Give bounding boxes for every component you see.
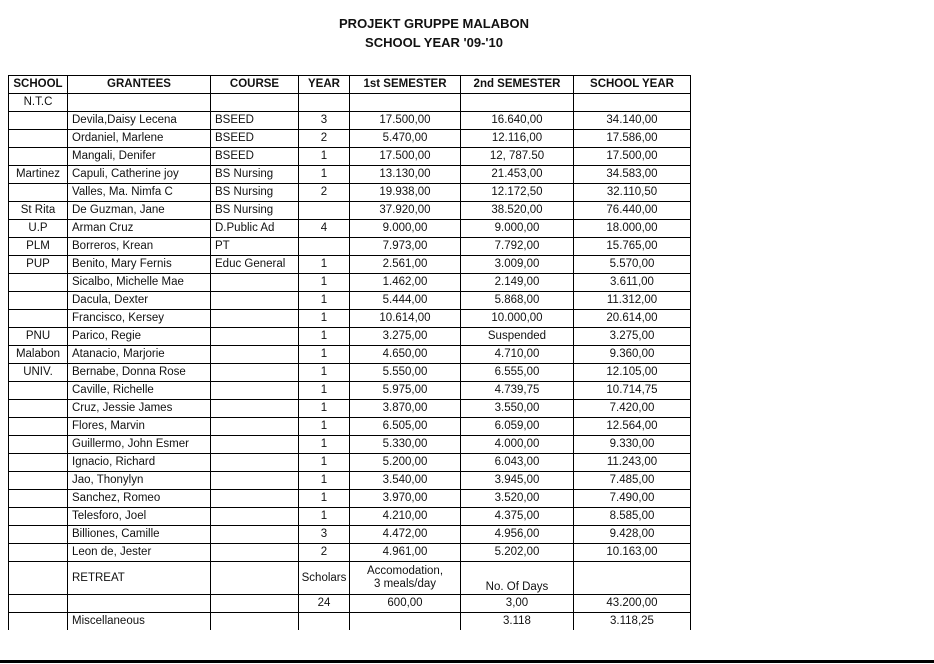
second-semester-amount: 7.792,00 — [461, 238, 574, 256]
school-cell — [9, 310, 68, 328]
document-subtitle: SCHOOL YEAR '09-'10 — [365, 35, 503, 50]
header-1st-semester: 1st SEMESTER — [350, 76, 461, 94]
retreat-days-value: 3,00 — [461, 595, 574, 613]
second-semester-amount: 3.520,00 — [461, 490, 574, 508]
school-cell — [9, 400, 68, 418]
course-cell — [211, 346, 299, 364]
second-semester-amount: 2.149,00 — [461, 274, 574, 292]
first-semester-amount: 7.973,00 — [350, 238, 461, 256]
header-year: YEAR — [299, 76, 350, 94]
table-row — [9, 382, 691, 400]
school-year-total: 9.330,00 — [574, 436, 691, 454]
school-year-total: 9.428,00 — [574, 526, 691, 544]
table-row — [9, 166, 691, 184]
first-semester-amount: 5.470,00 — [350, 130, 461, 148]
course-cell — [211, 400, 299, 418]
school-cell — [9, 544, 68, 562]
table-row — [9, 454, 691, 472]
year-cell: 1 — [299, 454, 350, 472]
second-semester-amount: 38.520,00 — [461, 202, 574, 220]
first-semester-amount: 4.472,00 — [350, 526, 461, 544]
first-semester-amount: 4.961,00 — [350, 544, 461, 562]
second-semester-amount: 3.945,00 — [461, 472, 574, 490]
school-cell — [9, 274, 68, 292]
school-year-total: 17.500,00 — [574, 148, 691, 166]
retreat-accommodation-value: 600,00 — [350, 595, 461, 613]
second-semester-amount: 6.059,00 — [461, 418, 574, 436]
table-row — [9, 328, 691, 346]
school-cell: PLM — [9, 238, 68, 256]
course-cell — [211, 382, 299, 400]
retreat-days-label: No. Of Days — [461, 562, 574, 595]
first-semester-amount: 5.975,00 — [350, 382, 461, 400]
retreat-label-row — [9, 562, 691, 595]
page-bottom-rule — [0, 660, 934, 663]
second-semester-amount: 9.000,00 — [461, 220, 574, 238]
document-title: PROJEKT GRUPPE MALABON — [339, 16, 529, 31]
second-semester-amount: 4.956,00 — [461, 526, 574, 544]
second-semester-amount: 16.640,00 — [461, 112, 574, 130]
grantee-name: Valles, Ma. Nimfa C — [68, 184, 211, 202]
empty-cell — [211, 595, 299, 613]
course-cell — [211, 454, 299, 472]
second-semester-amount: 6.555,00 — [461, 364, 574, 382]
second-semester-amount: 10.000,00 — [461, 310, 574, 328]
first-semester-amount: 1.462,00 — [350, 274, 461, 292]
course-cell: BS Nursing — [211, 184, 299, 202]
grantee-name: Ordaniel, Marlene — [68, 130, 211, 148]
school-year-total: 9.360,00 — [574, 346, 691, 364]
school-cell — [9, 112, 68, 130]
school-cell — [9, 148, 68, 166]
first-semester-amount: 9.000,00 — [350, 220, 461, 238]
second-semester-amount: 6.043,00 — [461, 454, 574, 472]
retreat-school-cell — [9, 562, 68, 595]
grantee-name: Caville, Richelle — [68, 382, 211, 400]
grantee-name: Arman Cruz — [68, 220, 211, 238]
empty-cell — [9, 613, 68, 631]
year-cell: 1 — [299, 346, 350, 364]
school-cell — [9, 130, 68, 148]
misc-sem2-value: 3.118 — [461, 613, 574, 631]
table-row — [9, 508, 691, 526]
retreat-total-cell — [574, 562, 691, 595]
retreat-scholars-value: 24 — [299, 595, 350, 613]
course-cell — [211, 544, 299, 562]
course-cell — [211, 328, 299, 346]
course-cell — [211, 274, 299, 292]
header-course: COURSE — [211, 76, 299, 94]
school-year-total: 12.105,00 — [574, 364, 691, 382]
school-year-total: 3.275,00 — [574, 328, 691, 346]
school-year-total: 7.490,00 — [574, 490, 691, 508]
school-year-total: 7.485,00 — [574, 472, 691, 490]
course-cell: D.Public Ad — [211, 220, 299, 238]
school-year-total: 17.586,00 — [574, 130, 691, 148]
school-cell: N.T.C — [9, 94, 68, 112]
year-cell: 2 — [299, 184, 350, 202]
table-row — [9, 184, 691, 202]
school-year-total: 18.000,00 — [574, 220, 691, 238]
grantee-name: Cruz, Jessie James — [68, 400, 211, 418]
grantee-name: Atanacio, Marjorie — [68, 346, 211, 364]
table-row — [9, 436, 691, 454]
school-year-total: 20.614,00 — [574, 310, 691, 328]
year-cell: 1 — [299, 328, 350, 346]
grantee-name: Francisco, Kersey — [68, 310, 211, 328]
school-year-total — [574, 94, 691, 112]
table-row — [9, 310, 691, 328]
course-cell — [211, 436, 299, 454]
first-semester-amount: 5.444,00 — [350, 292, 461, 310]
school-year-total: 8.585,00 — [574, 508, 691, 526]
course-cell: BSEED — [211, 112, 299, 130]
year-cell: 1 — [299, 310, 350, 328]
grantees-table — [8, 75, 691, 630]
school-cell — [9, 292, 68, 310]
school-year-total: 5.570,00 — [574, 256, 691, 274]
course-cell — [211, 526, 299, 544]
misc-total-value: 3.118,25 — [574, 613, 691, 631]
year-cell: 1 — [299, 490, 350, 508]
table-row — [9, 292, 691, 310]
grantee-name: De Guzman, Jane — [68, 202, 211, 220]
year-cell: 1 — [299, 292, 350, 310]
course-cell — [211, 292, 299, 310]
first-semester-amount: 2.561,00 — [350, 256, 461, 274]
table-row — [9, 526, 691, 544]
misc-row — [9, 613, 691, 631]
course-cell — [211, 310, 299, 328]
second-semester-amount: Suspended — [461, 328, 574, 346]
school-cell — [9, 526, 68, 544]
table-row — [9, 148, 691, 166]
header-school-year: SCHOOL YEAR — [574, 76, 691, 94]
year-cell: 1 — [299, 274, 350, 292]
second-semester-amount — [461, 94, 574, 112]
second-semester-amount: 4.000,00 — [461, 436, 574, 454]
school-year-total: 3.611,00 — [574, 274, 691, 292]
empty-cell — [211, 613, 299, 631]
misc-label: Miscellaneous — [68, 613, 211, 631]
year-cell: 1 — [299, 472, 350, 490]
school-cell: PNU — [9, 328, 68, 346]
first-semester-amount: 10.614,00 — [350, 310, 461, 328]
empty-cell — [350, 613, 461, 631]
second-semester-amount: 4.710,00 — [461, 346, 574, 364]
school-cell — [9, 508, 68, 526]
accommodation-label-line2: 3 meals/day — [373, 578, 436, 590]
retreat-scholars-label: Scholars — [299, 562, 350, 595]
first-semester-amount: 5.200,00 — [350, 454, 461, 472]
table-row — [9, 472, 691, 490]
grantee-name: Billiones, Camille — [68, 526, 211, 544]
school-year-total: 32.110,50 — [574, 184, 691, 202]
school-cell: Malabon — [9, 346, 68, 364]
school-year-total: 7.420,00 — [574, 400, 691, 418]
school-year-total: 11.243,00 — [574, 454, 691, 472]
table-row — [9, 202, 691, 220]
second-semester-amount: 3.550,00 — [461, 400, 574, 418]
grantee-name: Telesforo, Joel — [68, 508, 211, 526]
school-year-total: 11.312,00 — [574, 292, 691, 310]
grantee-name: Devila,Daisy Lecena — [68, 112, 211, 130]
second-semester-amount: 21.453,00 — [461, 166, 574, 184]
retreat-values-row — [9, 595, 691, 613]
retreat-course-cell — [211, 562, 299, 595]
year-cell — [299, 202, 350, 220]
course-cell — [211, 508, 299, 526]
course-cell: Educ General — [211, 256, 299, 274]
grantee-name: Bernabe, Donna Rose — [68, 364, 211, 382]
second-semester-amount: 12, 787.50 — [461, 148, 574, 166]
empty-cell — [299, 613, 350, 631]
school-cell: PUP — [9, 256, 68, 274]
year-cell: 1 — [299, 436, 350, 454]
year-cell: 2 — [299, 544, 350, 562]
course-cell: BSEED — [211, 130, 299, 148]
course-cell — [211, 472, 299, 490]
year-cell: 1 — [299, 256, 350, 274]
table-row — [9, 364, 691, 382]
year-cell: 2 — [299, 130, 350, 148]
second-semester-amount: 4.375,00 — [461, 508, 574, 526]
school-year-total: 10.163,00 — [574, 544, 691, 562]
table-row — [9, 346, 691, 364]
grantee-name: Dacula, Dexter — [68, 292, 211, 310]
school-year-total: 15.765,00 — [574, 238, 691, 256]
grantee-name: Borreros, Krean — [68, 238, 211, 256]
course-cell — [211, 94, 299, 112]
school-year-total: 34.583,00 — [574, 166, 691, 184]
grantee-name: Jao, Thonylyn — [68, 472, 211, 490]
table-row — [9, 490, 691, 508]
year-cell — [299, 94, 350, 112]
school-cell — [9, 436, 68, 454]
grantee-name: Leon de, Jester — [68, 544, 211, 562]
first-semester-amount: 4.650,00 — [350, 346, 461, 364]
year-cell: 1 — [299, 382, 350, 400]
first-semester-amount: 5.330,00 — [350, 436, 461, 454]
first-semester-amount: 4.210,00 — [350, 508, 461, 526]
second-semester-amount: 4.739,75 — [461, 382, 574, 400]
second-semester-amount: 12.172,50 — [461, 184, 574, 202]
school-year-total: 34.140,00 — [574, 112, 691, 130]
header-school: SCHOOL — [9, 76, 68, 94]
year-cell: 1 — [299, 508, 350, 526]
first-semester-amount: 17.500,00 — [350, 112, 461, 130]
year-cell: 3 — [299, 112, 350, 130]
second-semester-amount: 5.868,00 — [461, 292, 574, 310]
year-cell: 1 — [299, 166, 350, 184]
accommodation-label-line1: Accomodation, — [366, 565, 444, 577]
table-row — [9, 256, 691, 274]
school-cell — [9, 418, 68, 436]
first-semester-amount: 3.540,00 — [350, 472, 461, 490]
first-semester-amount: 37.920,00 — [350, 202, 461, 220]
year-cell: 4 — [299, 220, 350, 238]
first-semester-amount: 19.938,00 — [350, 184, 461, 202]
course-cell — [211, 418, 299, 436]
grantee-name: Guillermo, John Esmer — [68, 436, 211, 454]
course-cell: PT — [211, 238, 299, 256]
empty-cell — [68, 595, 211, 613]
school-cell — [9, 472, 68, 490]
grantee-name: Ignacio, Richard — [68, 454, 211, 472]
school-year-total: 12.564,00 — [574, 418, 691, 436]
school-cell: Martinez — [9, 166, 68, 184]
year-cell: 3 — [299, 526, 350, 544]
year-cell: 1 — [299, 400, 350, 418]
school-year-total: 76.440,00 — [574, 202, 691, 220]
second-semester-amount: 3.009,00 — [461, 256, 574, 274]
table-row — [9, 220, 691, 238]
school-cell — [9, 490, 68, 508]
header-grantees: GRANTEES — [68, 76, 211, 94]
first-semester-amount — [350, 94, 461, 112]
table-row — [9, 418, 691, 436]
retreat-accommodation-label — [350, 562, 461, 595]
first-semester-amount: 3.970,00 — [350, 490, 461, 508]
school-cell — [9, 382, 68, 400]
course-cell — [211, 364, 299, 382]
table-header-row — [9, 76, 691, 94]
second-semester-amount: 12.116,00 — [461, 130, 574, 148]
grantee-name: Flores, Marvin — [68, 418, 211, 436]
year-cell — [299, 238, 350, 256]
first-semester-amount: 13.130,00 — [350, 166, 461, 184]
course-cell — [211, 490, 299, 508]
course-cell: BS Nursing — [211, 202, 299, 220]
table-row — [9, 94, 691, 112]
course-cell: BSEED — [211, 148, 299, 166]
grantee-name: Benito, Mary Fernis — [68, 256, 211, 274]
table-row — [9, 130, 691, 148]
first-semester-amount: 3.870,00 — [350, 400, 461, 418]
grantee-name: Capuli, Catherine joy — [68, 166, 211, 184]
year-cell: 1 — [299, 148, 350, 166]
course-cell: BS Nursing — [211, 166, 299, 184]
school-cell: UNIV. — [9, 364, 68, 382]
grantee-name: Mangali, Denifer — [68, 148, 211, 166]
table-row — [9, 238, 691, 256]
first-semester-amount: 17.500,00 — [350, 148, 461, 166]
school-cell — [9, 454, 68, 472]
table-row — [9, 274, 691, 292]
retreat-label: RETREAT — [68, 562, 211, 595]
first-semester-amount: 3.275,00 — [350, 328, 461, 346]
school-year-total: 10.714,75 — [574, 382, 691, 400]
grantee-name: Parico, Regie — [68, 328, 211, 346]
empty-cell — [9, 595, 68, 613]
year-cell: 1 — [299, 364, 350, 382]
grantee-name: Sicalbo, Michelle Mae — [68, 274, 211, 292]
grantee-name — [68, 94, 211, 112]
header-2nd-semester: 2nd SEMESTER — [461, 76, 574, 94]
table-row — [9, 400, 691, 418]
table-row — [9, 112, 691, 130]
grantee-name: Sanchez, Romeo — [68, 490, 211, 508]
second-semester-amount: 5.202,00 — [461, 544, 574, 562]
school-cell — [9, 184, 68, 202]
table-row — [9, 544, 691, 562]
school-cell: U.P — [9, 220, 68, 238]
first-semester-amount: 5.550,00 — [350, 364, 461, 382]
school-cell: St Rita — [9, 202, 68, 220]
year-cell: 1 — [299, 418, 350, 436]
first-semester-amount: 6.505,00 — [350, 418, 461, 436]
retreat-total-value: 43.200,00 — [574, 595, 691, 613]
